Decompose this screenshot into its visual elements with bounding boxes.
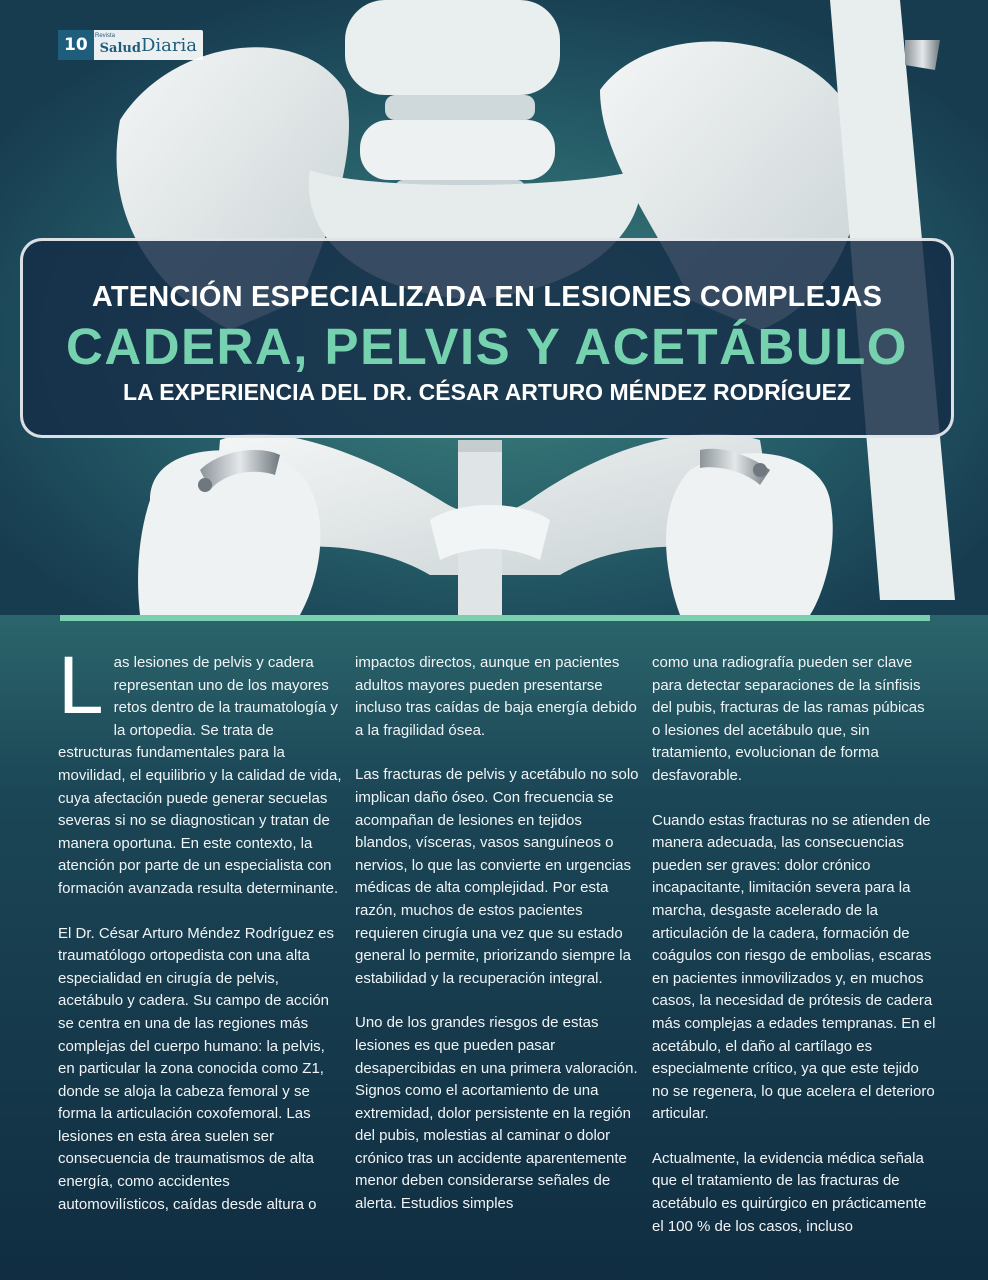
paragraph: Actualmente, la evidencia médica señala que el tratamiento de las fracturas de acetábulo es quirúrgico en prácticamente el 100 % de los casos, incluso bbox=[652, 1149, 927, 1235]
article-column-1 bbox=[58, 640, 342, 1238]
paragraph: como una radiografía pueden ser clave para detectar separaciones de la sínfisis del pubis, fracturas de las ramas púbicas o lesiones del acetábulo que, sin tratamiento, evolucionan de forma desfavorable. bbox=[652, 654, 925, 784]
paragraph: Uno de los grandes riesgos de estas lesiones es que pueden pasar desapercibidas en una primera valoración. Signos como el acortamiento de una extremidad, dolor persistente en la región del pubis, molestias al caminar o dolor crónico tras un accidente aparentemente menor deben considerarse señales de alerta. Estudios simples bbox=[355, 1014, 638, 1213]
dropcap: L bbox=[58, 640, 104, 731]
article-column-2 bbox=[355, 652, 639, 1238]
page-number: 10 bbox=[58, 30, 94, 60]
page-badge bbox=[58, 30, 203, 60]
paragraph: Las fracturas de pelvis y acetábulo no solo implican daño óseo. Con frecuencia se acompañan de lesiones en tejidos blandos, vísceras, vasos sanguíneos o nervios, lo que las convierte en urgencias médicas de alta complejidad. Por esta razón, muchos de estos pacientes requieren cirugía una vez que su estado general lo permite, priorizando siempre la estabilidad y la recuperación integral. bbox=[355, 766, 639, 987]
brand-salud: Salud bbox=[99, 40, 141, 56]
vertebra-top bbox=[345, 0, 560, 95]
kicker: ATENCIÓN ESPECIALIZADA EN LESIONES COMPLEJAS bbox=[91, 281, 883, 313]
article-column-3 bbox=[652, 652, 936, 1260]
paragraph: impactos directos, aunque en pacientes adultos mayores pueden presentarse incluso tras caídas de baja energía debido a la fragilidad ósea. bbox=[355, 654, 637, 739]
subtitle: LA EXPERIENCIA DEL DR. CÉSAR ARTURO MÉNDEZ RODRÍGUEZ bbox=[123, 379, 851, 405]
brand-diaria: Diaria bbox=[140, 34, 197, 56]
paragraph bbox=[58, 640, 342, 901]
brand-logo-small-text: Revista bbox=[95, 33, 116, 39]
brand-logo bbox=[95, 33, 197, 56]
title-box bbox=[20, 238, 954, 438]
paragraph: El Dr. César Arturo Méndez Rodríguez es traumatólogo ortopedista con una alta especialidad en cirugía de pelvis, acetábulo y cadera. Su campo de acción se centra en una de las regiones más complejas del cuerpo humano: la pelvis, en particular la zona conocida como Z1, donde se aloja la cabeza femoral y se forma la articulación coxofemoral. Las lesiones en esta área suelen ser consecuencia de traumatismos de alta energía, como accidentes automovilísticos, caídas desde altura o bbox=[58, 924, 334, 1213]
page-title: CADERA, PELVIS Y ACETÁBULO bbox=[66, 318, 908, 375]
paragraph: Cuando estas fracturas no se atienden de manera adecuada, las consecuencias pueden ser graves: dolor crónico incapacitante, limitación severa para la marcha, desgaste acelerado de la articulación de la cadera, formación de coágulos con riesgo de embolias, escaras en pacientes inmovilizados y, en muchos casos, la necesidad de prótesis de cadera más complejas a edades tempranas. En el acetábulo, el daño al cartílago es especialmente crítico, ya que este tejido no se regenera, lo que acelera el deterioro articular. bbox=[652, 811, 936, 1123]
vertebra-middle bbox=[360, 120, 555, 180]
paragraph-text: as lesiones de pelvis y cadera representan uno de los mayores retos dentro de la traumatología y la ortopedia. Se trata de estructuras fundamentales para la movilidad, el equilibrio y la calidad de vida, cuya afectación puede generar secuelas severas si no se diagnostican y tratan de manera oportuna. En este contexto, la atención por parte de un especialista con formación avanzada resulta determinante. bbox=[58, 654, 342, 897]
section-divider bbox=[60, 615, 930, 621]
